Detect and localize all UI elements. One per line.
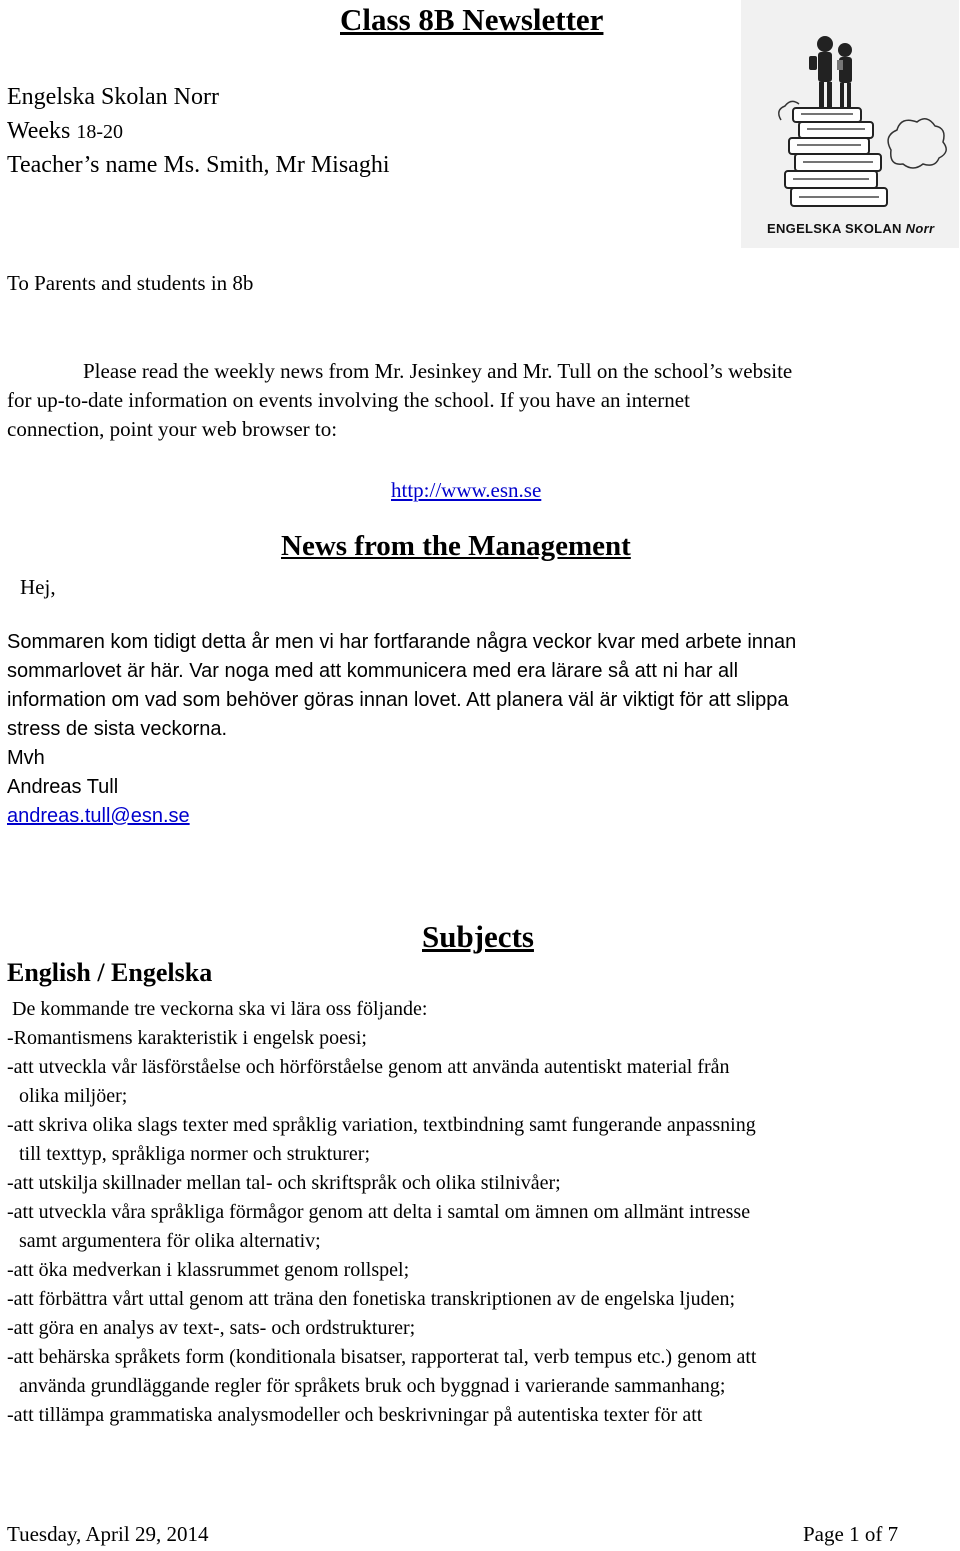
english-line: olika miljöer; (19, 1085, 128, 1107)
logo-text-norr: Norr (905, 221, 935, 236)
english-line: samt argumentera för olika alternativ; (19, 1230, 321, 1252)
logo-text (767, 221, 934, 236)
english-content (7, 995, 757, 1430)
school-name: Engelska Skolan Norr (7, 84, 219, 110)
management-line: stress de sista veckorna. (7, 718, 228, 740)
intro-line-1: Please read the weekly news from Mr. Jesinkey and Mr. Tull on the school’s website (83, 359, 793, 383)
english-line: -att öka medverkan i klassrummet genom rollspel; (7, 1259, 410, 1281)
english-line: De kommande tre veckorna ska vi lära oss följande: (7, 998, 428, 1020)
teacher-line: Teacher’s name Ms. Smith, Mr Misaghi (7, 152, 390, 178)
email-link[interactable]: andreas.tull@esn.se (7, 805, 190, 827)
weeks-line (7, 114, 123, 149)
intro-line-2: for up-to-date information on events involving the school. If you have an internet (7, 388, 690, 412)
management-heading: News from the Management (281, 530, 631, 562)
english-line: -att utveckla våra språkliga förmågor genom att delta i samtal om ämnen om allmänt intresse (7, 1201, 751, 1223)
english-line: -att tillämpa grammatiska analysmodeller och beskrivningar på autentiska texter för att (7, 1404, 703, 1426)
management-line: Sommaren kom tidigt detta år men vi har fortfarande några veckor kvar med arbete innan (7, 631, 797, 653)
english-heading: English / Engelska (7, 958, 213, 987)
english-line: -att behärska språkets form (konditionala bisatser, rapporterat tal, verb tempus etc.) genom att (7, 1346, 757, 1368)
management-line: sommarlovet är här. Var noga med att kommunicera med era lärare så att ni har all (7, 660, 739, 682)
management-body (7, 628, 796, 831)
signoff: Mvh (7, 747, 45, 769)
school-website-link[interactable]: http://www.esn.se (391, 478, 542, 502)
english-line: -att göra en analys av text-, sats- och ordstrukturer; (7, 1317, 416, 1339)
english-line: -att utveckla vår läsförståelse och hörförståelse genom att använda autentiskt material från (7, 1056, 730, 1078)
books-with-children-icon (741, 0, 959, 248)
signer-name: Andreas Tull (7, 776, 119, 798)
english-line: använda grundläggande regler för språkets bruk och byggnad i varierande sammanhang; (19, 1375, 726, 1397)
english-line: till texttyp, språkliga normer och strukturer; (19, 1143, 371, 1165)
footer-page-number: Page 1 of 7 (803, 1522, 899, 1546)
english-line: -att förbättra vårt uttal genom att träna den fonetiska transkriptionen av de engelska ljuden; (7, 1288, 736, 1310)
to-line: To Parents and students in 8b (7, 271, 254, 295)
school-logo (741, 0, 959, 248)
english-line: -Romantismens karakteristik i engelsk poesi; (7, 1027, 367, 1049)
subjects-heading: Subjects (422, 919, 534, 954)
greeting: Hej, (20, 575, 56, 599)
english-line: -att skriva olika slags texter med språklig variation, textbindning samt fungerande anpassning (7, 1114, 756, 1136)
weeks-label: Weeks (7, 118, 77, 144)
logo-text-main: ENGELSKA SKOLAN (767, 221, 902, 236)
newsletter-title: Class 8B Newsletter (340, 2, 604, 37)
english-line: -att utskilja skillnader mellan tal- och skriftspråk och olika stilnivåer; (7, 1172, 561, 1194)
intro-line-3: connection, point your web browser to: (7, 417, 338, 441)
weeks-value: 18-20 (76, 121, 124, 143)
management-line: information om vad som behöver göras innan lovet. Att planera väl är viktigt för att slippa (7, 689, 789, 711)
footer-date: Tuesday, April 29, 2014 (7, 1522, 209, 1546)
